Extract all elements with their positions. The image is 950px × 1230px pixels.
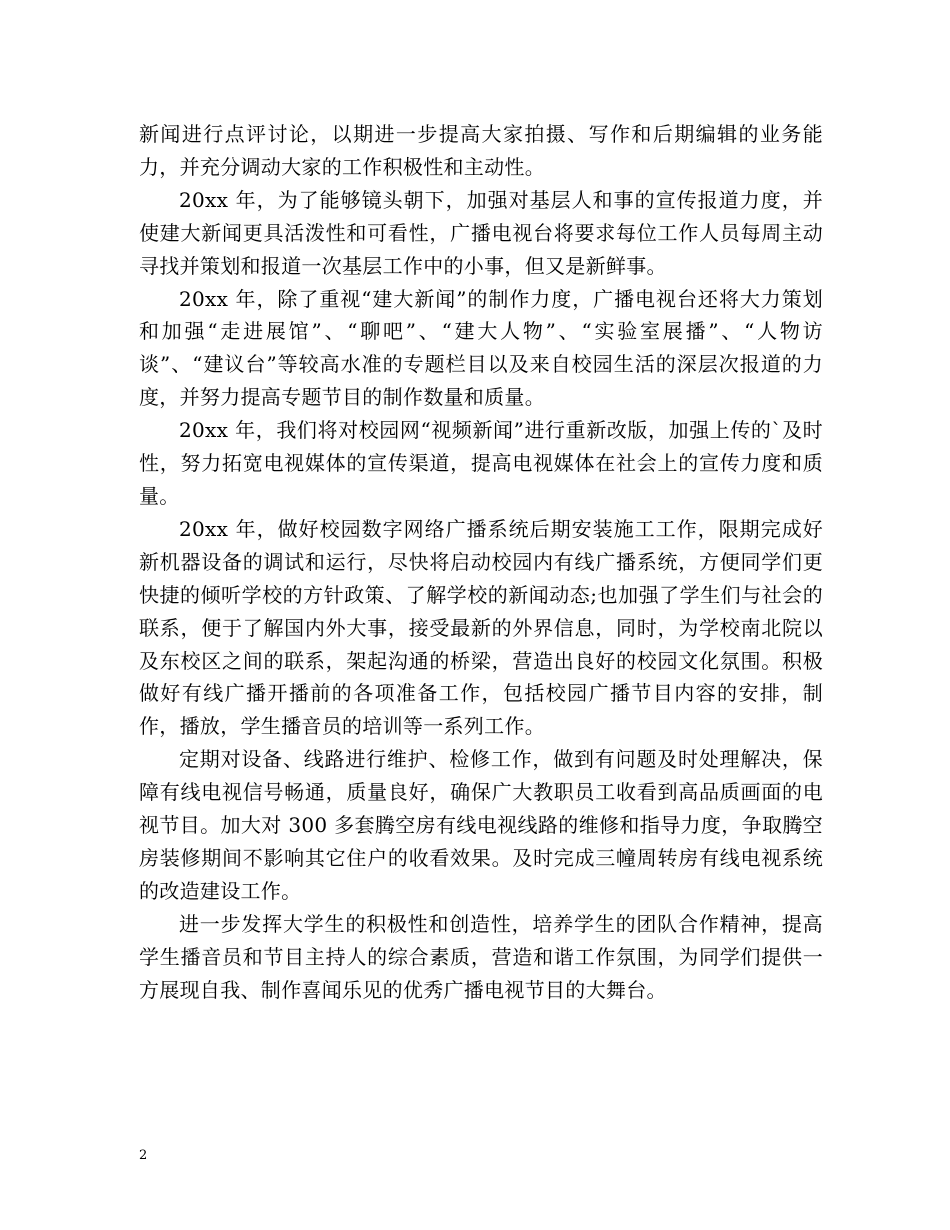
paragraph-3: 20xx 年，除了重视“建大新闻”的制作力度，广播电视台还将大力策划和加强“走进展馆”、“聊吧”、“建大人物”、“实验室展播”、“人物访谈”、“建议台”等较高水准的专题栏目以及来自校园生活的深层次报道的力度，并努力提高专题节目的制作数量和质量。 (139, 286, 823, 410)
paragraph-2: 20xx 年，为了能够镜头朝下，加强对基层人和事的宣传报道力度，并使建大新闻更具活泼性和可看性，广播电视台将要求每位工作人员每周主动寻找并策划和报道一次基层工作中的小事，但又是新鲜事。 (139, 187, 823, 278)
paragraph-5: 20xx 年，做好校园数字网络广播系统后期安装施工工作，限期完成好新机器设备的调试和运行，尽快将启动校园内有线广播系统，方便同学们更快捷的倾听学校的方针政策、了解学校的新闻动态;也加强了学生们与社会的联系，便于了解国内外大事，接受最新的外界信息，同时，为学校南北院以及东校区之间的联系，架起沟通的桥梁，营造出良好的校园文化氛围。积极做好有线广播开播前的各项准备工作，包括校园广播节目内容的安排，制作，播放，学生播音员的培训等一系列工作。 (139, 516, 823, 739)
document-body (139, 118, 823, 1006)
page-number: 2 (139, 1148, 148, 1163)
paragraph-6: 定期对设备、线路进行维护、检修工作，做到有问题及时处理解决，保障有线电视信号畅通，质量良好，确保广大教职员工收看到高品质画面的电视节目。加大对 300 多套腾空房有线电视线路的维修和指导力度，争取腾空房装修期间不影响其它住户的收看效果。及时完成三幢周转房有线电视系统的改造建设工作。 (139, 747, 823, 903)
paragraph-4: 20xx 年，我们将对校园网“视频新闻”进行重新改版，加强上传的`及时性，努力拓宽电视媒体的宣传渠道，提高电视媒体在社会上的宣传力度和质量。 (139, 418, 823, 508)
paragraph-7: 进一步发挥大学生的积极性和创造性，培养学生的团队合作精神，提高学生播音员和节目主持人的综合素质，营造和谐工作氛围，为同学们提供一方展现自我、制作喜闻乐见的优秀广播电视节目的大舞台。 (139, 911, 823, 1002)
paragraph-1: 新闻进行点评讨论，以期进一步提高大家拍摄、写作和后期编辑的业务能力，并充分调动大家的工作积极性和主动性。 (139, 122, 823, 179)
